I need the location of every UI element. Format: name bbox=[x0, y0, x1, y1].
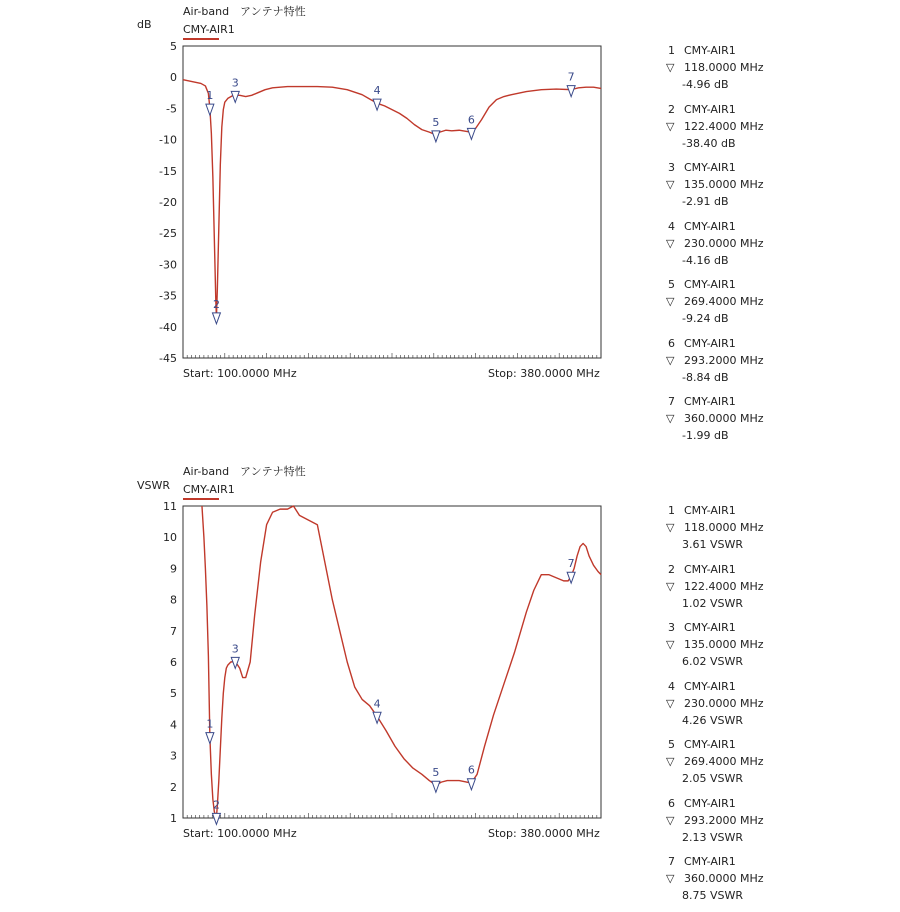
marker-trace-name: CMY-AIR1 bbox=[684, 855, 736, 868]
marker-frequency: 122.4000 MHz bbox=[684, 119, 764, 133]
marker-triangle-icon: ▽ bbox=[666, 178, 675, 191]
y-tick-label: 6 bbox=[170, 656, 177, 669]
trace-legend-label: CMY-AIR1 bbox=[183, 23, 235, 36]
start-frequency-label: Start: 100.0000 MHz bbox=[183, 367, 297, 380]
marker-number-label: 3 bbox=[231, 76, 239, 90]
y-tick-label: -25 bbox=[159, 227, 177, 241]
marker-entry bbox=[666, 619, 786, 678]
marker-value: -4.16 dB bbox=[682, 253, 729, 267]
marker-triangle bbox=[467, 779, 475, 790]
marker-frequency: 122.4000 MHz bbox=[684, 579, 764, 593]
marker-number: 2 bbox=[668, 562, 675, 576]
marker-value: -38.40 dB bbox=[682, 136, 736, 150]
y-tick-label: 10 bbox=[163, 531, 177, 545]
y-tick-label: 0 bbox=[170, 71, 177, 85]
marker-triangle bbox=[212, 813, 220, 824]
y-unit-label: dB bbox=[137, 18, 152, 31]
series-line bbox=[202, 506, 601, 817]
marker-number: 5 bbox=[668, 278, 675, 291]
series-line bbox=[183, 80, 601, 317]
marker-triangle-icon: ▽ bbox=[666, 119, 675, 133]
marker-value: 2.13 VSWR bbox=[682, 830, 744, 844]
marker-frequency: 360.0000 MHz bbox=[684, 872, 764, 885]
marker-number-label: 5 bbox=[432, 115, 440, 129]
marker-number: 1 bbox=[668, 504, 675, 517]
marker-value: -8.84 dB bbox=[682, 370, 729, 384]
y-tick-label: 5 bbox=[170, 40, 177, 53]
marker-frequency: 135.0000 MHz bbox=[684, 178, 764, 191]
marker-number-label: 4 bbox=[373, 697, 381, 711]
marker-trace-name: CMY-AIR1 bbox=[684, 219, 736, 233]
marker-triangle-icon: ▽ bbox=[666, 412, 675, 425]
y-tick-label: 1 bbox=[170, 812, 177, 825]
marker-trace-name: CMY-AIR1 bbox=[684, 796, 736, 810]
marker-value: -2.91 dB bbox=[682, 195, 729, 208]
marker-trace-name: CMY-AIR1 bbox=[684, 504, 736, 517]
marker-entry bbox=[666, 795, 786, 854]
chart-plot bbox=[0, 440, 640, 860]
marker-triangle-icon: ▽ bbox=[666, 236, 675, 250]
plot-frame bbox=[183, 46, 601, 358]
marker-frequency: 293.2000 MHz bbox=[684, 813, 764, 827]
marker-trace-name: CMY-AIR1 bbox=[684, 395, 736, 408]
marker-number: 6 bbox=[668, 336, 675, 350]
marker-entry bbox=[666, 218, 786, 277]
y-tick-label: 3 bbox=[170, 749, 177, 763]
marker-number: 4 bbox=[668, 679, 675, 693]
marker-triangle-icon: ▽ bbox=[666, 755, 675, 768]
marker-triangle-icon: ▽ bbox=[666, 696, 675, 710]
marker-triangle-icon: ▽ bbox=[666, 813, 675, 827]
y-tick-label: 11 bbox=[163, 500, 177, 513]
marker-triangle bbox=[432, 131, 440, 142]
marker-entry bbox=[666, 276, 786, 335]
marker-value: -4.96 dB bbox=[682, 78, 729, 91]
marker-trace-name: CMY-AIR1 bbox=[684, 621, 736, 634]
marker-number-label: 6 bbox=[467, 113, 475, 127]
marker-triangle bbox=[231, 91, 239, 102]
marker-frequency: 118.0000 MHz bbox=[684, 521, 764, 534]
marker-frequency: 293.2000 MHz bbox=[684, 353, 764, 367]
marker-number: 4 bbox=[668, 219, 675, 233]
y-tick-label: 4 bbox=[170, 718, 177, 732]
y-tick-label: -35 bbox=[159, 289, 177, 303]
chart-title: Air-band アンテナ特性 bbox=[183, 465, 306, 478]
marker-trace-name: CMY-AIR1 bbox=[684, 679, 736, 693]
marker-number: 5 bbox=[668, 738, 675, 751]
y-tick-label: 2 bbox=[170, 780, 177, 794]
marker-value: -9.24 dB bbox=[682, 312, 729, 325]
marker-value: 6.02 VSWR bbox=[682, 655, 744, 668]
y-unit-label: VSWR bbox=[137, 479, 171, 492]
marker-number: 3 bbox=[668, 161, 675, 174]
marker-entry bbox=[666, 736, 786, 795]
marker-trace-name: CMY-AIR1 bbox=[684, 738, 736, 751]
marker-number: 2 bbox=[668, 102, 675, 116]
marker-number-label: 6 bbox=[467, 763, 475, 777]
chart-title: Air-band アンテナ特性 bbox=[183, 5, 306, 18]
marker-triangle-icon: ▽ bbox=[666, 638, 675, 651]
marker-value: 1.02 VSWR bbox=[682, 596, 744, 610]
marker-triangle bbox=[206, 104, 214, 115]
marker-entry bbox=[666, 853, 786, 912]
marker-number-label: 1 bbox=[206, 89, 214, 103]
marker-entry bbox=[666, 42, 786, 101]
marker-number-label: 4 bbox=[373, 84, 381, 98]
y-tick-label: -30 bbox=[159, 258, 177, 272]
marker-list-db bbox=[666, 42, 786, 452]
marker-value: -1.99 dB bbox=[682, 429, 729, 442]
marker-trace-name: CMY-AIR1 bbox=[684, 44, 736, 57]
marker-number-label: 2 bbox=[212, 798, 220, 812]
marker-triangle-icon: ▽ bbox=[666, 521, 675, 534]
y-tick-label: 8 bbox=[170, 593, 177, 607]
marker-triangle bbox=[212, 313, 220, 324]
marker-value: 3.61 VSWR bbox=[682, 538, 744, 551]
marker-number: 1 bbox=[668, 44, 675, 57]
marker-triangle-icon: ▽ bbox=[666, 872, 675, 885]
marker-frequency: 118.0000 MHz bbox=[684, 61, 764, 74]
marker-triangle-icon: ▽ bbox=[666, 61, 675, 74]
marker-frequency: 269.4000 MHz bbox=[684, 295, 764, 308]
y-tick-label: 7 bbox=[170, 624, 177, 638]
marker-number-label: 5 bbox=[432, 766, 440, 780]
marker-number-label: 7 bbox=[567, 557, 575, 571]
marker-number: 7 bbox=[668, 855, 675, 868]
marker-number-label: 2 bbox=[212, 297, 220, 311]
start-frequency-label: Start: 100.0000 MHz bbox=[183, 827, 297, 840]
marker-triangle bbox=[432, 781, 440, 792]
y-tick-label: -5 bbox=[166, 102, 177, 116]
marker-value: 4.26 VSWR bbox=[682, 713, 744, 727]
marker-entry bbox=[666, 502, 786, 561]
marker-triangle bbox=[206, 733, 214, 744]
chart-plot bbox=[0, 0, 640, 400]
y-tick-label: -20 bbox=[159, 196, 177, 209]
marker-entry bbox=[666, 335, 786, 394]
plot-frame bbox=[183, 506, 601, 818]
marker-number: 6 bbox=[668, 796, 675, 810]
marker-list-vswr bbox=[666, 502, 786, 912]
marker-triangle-icon: ▽ bbox=[666, 295, 675, 308]
marker-trace-name: CMY-AIR1 bbox=[684, 278, 736, 291]
marker-number: 7 bbox=[668, 395, 675, 408]
marker-trace-name: CMY-AIR1 bbox=[684, 161, 736, 174]
stop-frequency-label: Stop: 380.0000 MHz bbox=[488, 367, 600, 380]
marker-entry bbox=[666, 393, 786, 452]
marker-frequency: 269.4000 MHz bbox=[684, 755, 764, 768]
marker-triangle-icon: ▽ bbox=[666, 353, 675, 367]
marker-entry bbox=[666, 101, 786, 160]
marker-triangle bbox=[467, 128, 475, 139]
marker-frequency: 230.0000 MHz bbox=[684, 236, 764, 250]
marker-entry bbox=[666, 561, 786, 620]
marker-number-label: 3 bbox=[231, 642, 239, 656]
y-tick-label: -45 bbox=[159, 352, 177, 365]
marker-frequency: 230.0000 MHz bbox=[684, 696, 764, 710]
marker-triangle bbox=[567, 86, 575, 97]
marker-triangle-icon: ▽ bbox=[666, 579, 675, 593]
marker-number: 3 bbox=[668, 621, 675, 634]
y-tick-label: 9 bbox=[170, 562, 177, 576]
marker-frequency: 135.0000 MHz bbox=[684, 638, 764, 651]
marker-number-label: 7 bbox=[567, 70, 575, 84]
trace-legend-label: CMY-AIR1 bbox=[183, 483, 235, 496]
y-tick-label: -10 bbox=[159, 133, 177, 147]
y-tick-label: 5 bbox=[170, 687, 177, 701]
marker-value: 2.05 VSWR bbox=[682, 772, 744, 785]
y-tick-label: -15 bbox=[159, 164, 177, 178]
marker-entry bbox=[666, 159, 786, 218]
marker-trace-name: CMY-AIR1 bbox=[684, 102, 736, 116]
marker-value: 8.75 VSWR bbox=[682, 889, 744, 902]
marker-entry bbox=[666, 678, 786, 737]
stop-frequency-label: Stop: 380.0000 MHz bbox=[488, 827, 600, 840]
marker-trace-name: CMY-AIR1 bbox=[684, 336, 736, 350]
marker-number-label: 1 bbox=[206, 717, 214, 731]
y-tick-label: -40 bbox=[159, 320, 177, 334]
marker-trace-name: CMY-AIR1 bbox=[684, 562, 736, 576]
marker-frequency: 360.0000 MHz bbox=[684, 412, 764, 425]
